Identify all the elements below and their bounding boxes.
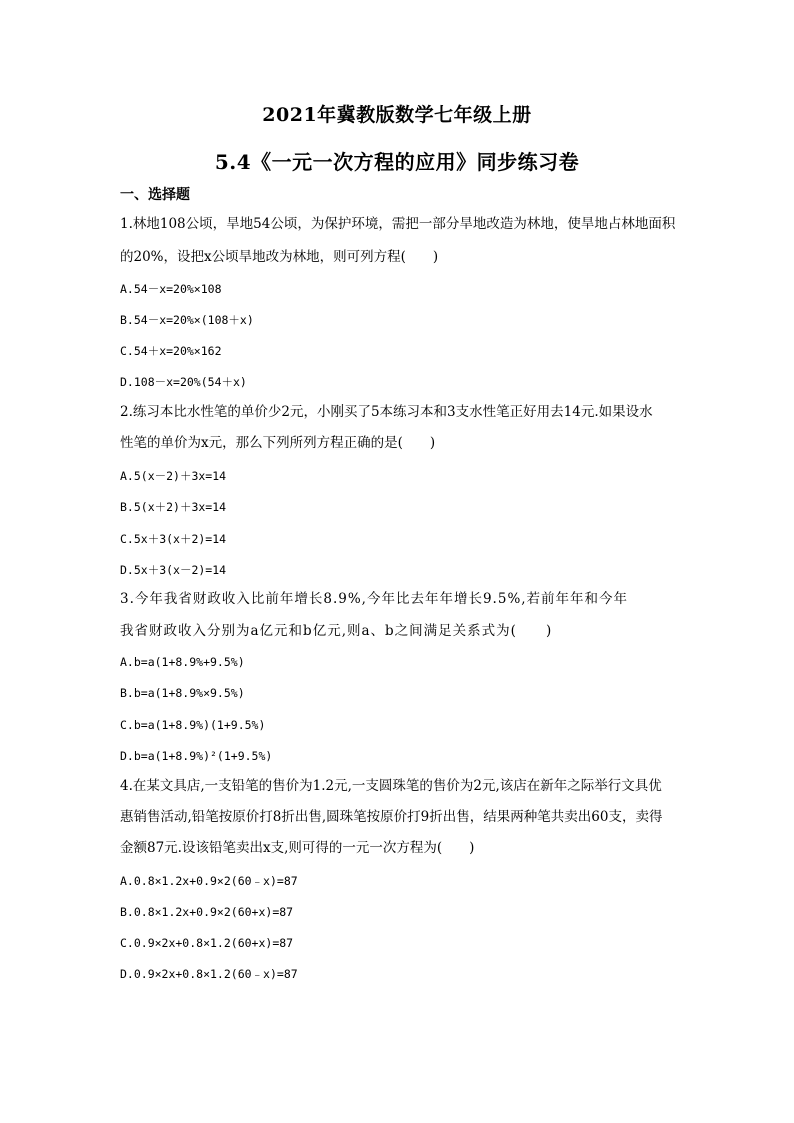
- question-3-option-a: A.b=a(1+8.9%+9.5%): [120, 655, 245, 669]
- question-3-option-d: D.b=a(1+8.9%)²(1+9.5%): [120, 749, 273, 763]
- question-4-option-c: C.0.9×2x+0.8×1.2(60+x)=87: [120, 936, 294, 950]
- section-heading: 一、选择题: [120, 187, 190, 203]
- question-1-option-c: C.54＋x=20%×162: [120, 344, 222, 358]
- question-4-stem-line-3: 金额87元.设该铅笔卖出x支,则可得的一元一次方程为( ): [120, 840, 475, 856]
- question-3-option-c: C.b=a(1+8.9%)(1+9.5%): [120, 718, 266, 732]
- question-4-option-d: D.0.9×2x+0.8×1.2(60﹣x)=87: [120, 967, 298, 981]
- question-4-stem-line-1: 4.在某文具店,一支铅笔的售价为1.2元,一支圆珠笔的售价为2元,该店在新年之际举行文具优: [120, 778, 662, 794]
- question-4-stem-line-2: 惠销售活动,铅笔按原价打8折出售,圆珠笔按原价打9折出售，结果两种笔共卖出60支，卖得: [120, 809, 663, 825]
- question-1-option-b: B.54－x=20%×(108＋x): [120, 313, 254, 327]
- question-1-option-d: D.108－x=20%(54＋x): [120, 375, 247, 389]
- document-subtitle: 5.4《一元一次方程的应用》同步练习卷: [214, 150, 580, 174]
- question-2-option-c: C.5x＋3(x＋2)=14: [120, 532, 227, 546]
- question-3-stem-line-2: 我省财政收入分别为a亿元和b亿元,则a、b之间满足关系式为( ): [120, 623, 553, 639]
- question-4-option-a: A.0.8×1.2x+0.9×2(60﹣x)=87: [120, 874, 298, 888]
- question-1-stem-line-2: 的20%，设把x公顷旱地改为林地，则可列方程( ): [120, 249, 439, 265]
- question-3-option-b: B.b=a(1+8.9%×9.5%): [120, 686, 245, 700]
- question-2-option-a: A.5(x－2)＋3x=14: [120, 469, 227, 483]
- question-2-option-b: B.5(x＋2)＋3x=14: [120, 500, 227, 514]
- document-title: 2021年冀教版数学七年级上册: [262, 104, 532, 126]
- question-2-option-d: D.5x＋3(x－2)=14: [120, 563, 227, 577]
- question-3-stem-line-1: 3.今年我省财政收入比前年增长8.9%,今年比去年年增长9.5%,若前年年和今年: [120, 591, 629, 607]
- question-2-stem-line-1: 2.练习本比水性笔的单价少2元，小刚买了5本练习本和3支水性笔正好用去14元.如果设水: [120, 404, 653, 420]
- question-2-stem-line-2: 性笔的单价为x元，那么下列所列方程正确的是( ): [120, 435, 436, 451]
- question-1-stem-line-1: 1.林地108公顷，旱地54公顷，为保护环境，需把一部分旱地改造为林地，使旱地占林地面积: [120, 216, 676, 232]
- question-4-option-b: B.0.8×1.2x+0.9×2(60+x)=87: [120, 905, 294, 919]
- question-1-option-a: A.54－x=20%×108: [120, 282, 222, 296]
